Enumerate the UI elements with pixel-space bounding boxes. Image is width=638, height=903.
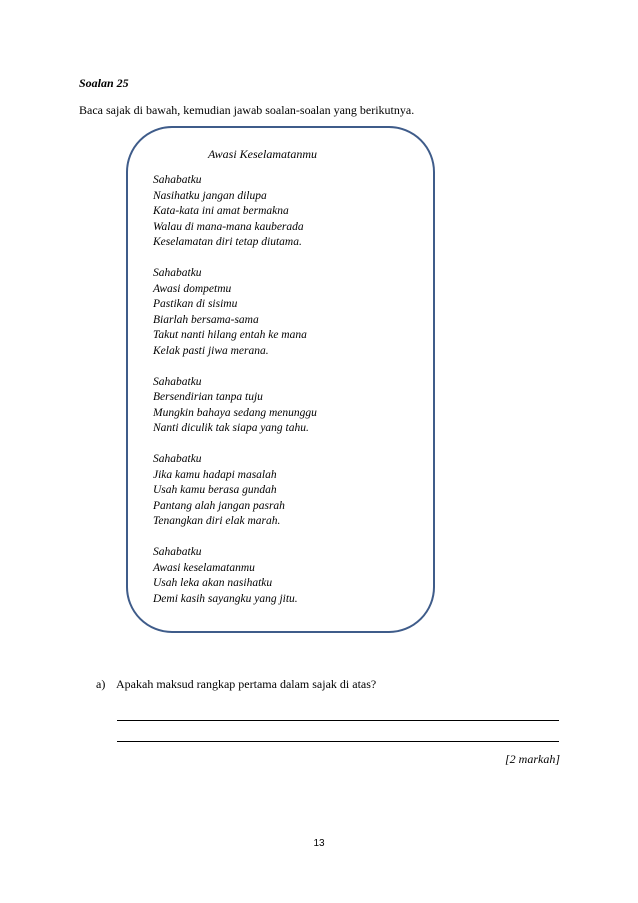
poem-line: Pantang alah jangan pasrah — [153, 499, 285, 512]
poem-line: Sahabatku — [153, 453, 202, 465]
poem-line: Sahabatku — [153, 267, 202, 279]
poem-line: Tenangkan diri elak marah. — [153, 515, 281, 527]
poem-line: Sahabatku — [153, 174, 202, 186]
poem-stanza-5 — [153, 545, 317, 607]
question-a — [96, 677, 376, 692]
poem-line: Usah kamu berasa gundah — [153, 484, 277, 496]
poem-stanza-4 — [153, 452, 317, 530]
poem-line: Kelak pasti jiwa merana. — [153, 344, 269, 357]
poem-line: Nasihatku jangan dilupa — [153, 189, 267, 202]
answer-line[interactable] — [117, 720, 559, 721]
marks-label: [2 markah] — [504, 752, 560, 766]
question-text: Apakah maksud rangkap pertama dalam sajak di atas? — [116, 677, 377, 691]
poem-line: Pastikan di sisimu — [153, 298, 238, 310]
poem-line: Walau di mana-mana kauberada — [153, 220, 304, 233]
poem-stanza-3 — [153, 375, 317, 437]
poem-line: Biarlah bersama-sama — [153, 313, 259, 326]
poem-stanza-1 — [153, 173, 317, 251]
instruction-text: Baca sajak di bawah, kemudian jawab soalan-soalan yang berikutnya. — [79, 103, 415, 117]
poem-body — [153, 173, 317, 623]
page-number: 13 — [313, 838, 325, 849]
poem-line: Jika kamu hadapi masalah — [153, 468, 277, 481]
poem-line: Kata-kata ini amat bermakna — [153, 205, 289, 217]
poem-line: Takut nanti hilang entah ke mana — [153, 329, 307, 341]
poem-line: Sahabatku — [153, 546, 202, 558]
poem-line: Mungkin bahaya sedang menunggu — [153, 406, 317, 419]
poem-line: Awasi dompetmu — [153, 282, 232, 295]
poem-line: Keselamatan diri tetap diutama. — [153, 236, 302, 248]
poem-line: Demi kasih sayangku yang jitu. — [153, 592, 298, 605]
poem-line: Usah leka akan nasihatku — [153, 577, 273, 589]
poem-stanza-2 — [153, 266, 317, 359]
answer-line[interactable] — [117, 741, 559, 742]
question-heading: Soalan 25 — [79, 76, 129, 90]
poem-line: Awasi keselamatanmu — [153, 561, 255, 574]
poem-title: Awasi Keselamatanmu — [208, 147, 318, 161]
question-label: a) — [96, 677, 106, 691]
poem-line: Nanti diculik tak siapa yang tahu. — [153, 422, 309, 434]
poem-line: Sahabatku — [153, 375, 202, 388]
poem-line: Bersendirian tanpa tuju — [153, 391, 263, 403]
